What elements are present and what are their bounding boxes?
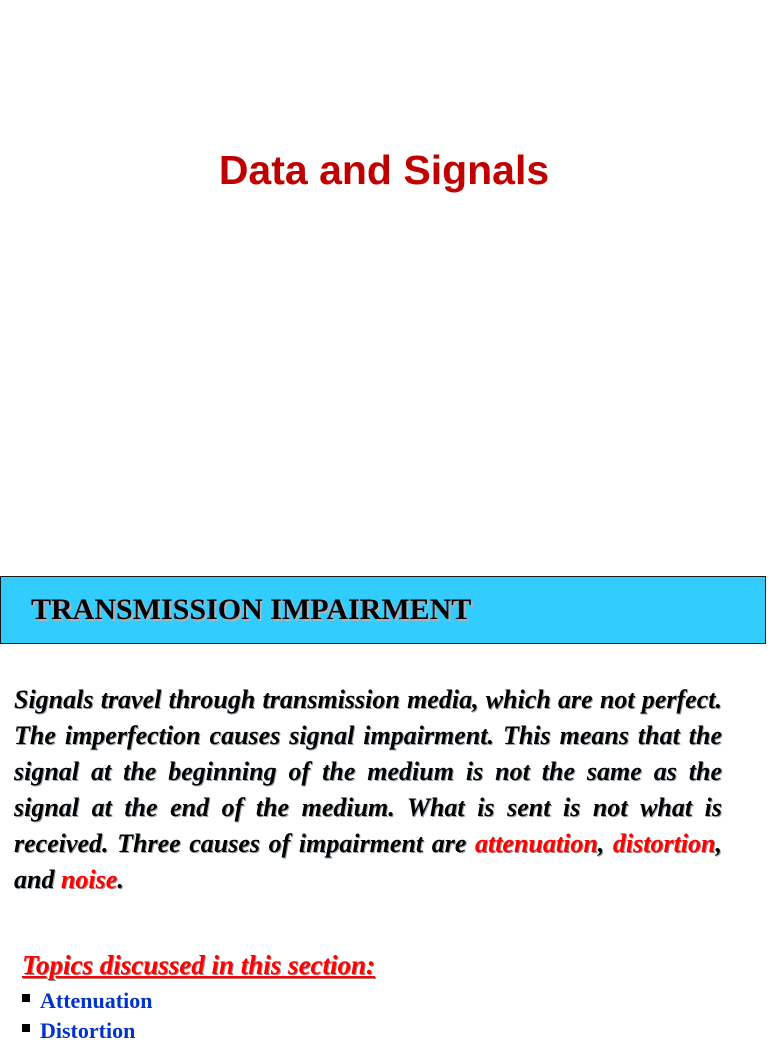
topic-label: Attenuation	[40, 988, 153, 1013]
list-item	[20, 1016, 152, 1046]
slide-title: Data and Signals	[218, 147, 550, 193]
section-banner	[0, 576, 766, 644]
separator-1: ,	[597, 829, 613, 858]
separator-2: , and	[14, 829, 722, 894]
list-item	[20, 986, 152, 1016]
topics-heading: Topics discussed in this section:	[22, 950, 376, 980]
topic-label: Distortion	[40, 1018, 136, 1043]
term-distortion: distortion	[612, 829, 716, 858]
square-bullet-icon	[22, 1024, 30, 1032]
square-bullet-icon	[22, 994, 30, 1002]
term-attenuation: attenuation	[474, 829, 598, 858]
topics-list	[20, 986, 152, 1046]
section-paragraph	[14, 682, 722, 898]
paragraph-text: Signals travel through transmission media, which are not perfect. The imperfection causes signal impairment. This means that the signal at the beginning of the medium is not the same as the signal at the end of the medium. What is sent is not what is received. Three causes of impairment are	[14, 685, 722, 858]
section-heading: TRANSMISSION IMPAIRMENT	[31, 593, 472, 626]
paragraph-end: .	[117, 865, 124, 894]
term-noise: noise	[60, 865, 118, 894]
